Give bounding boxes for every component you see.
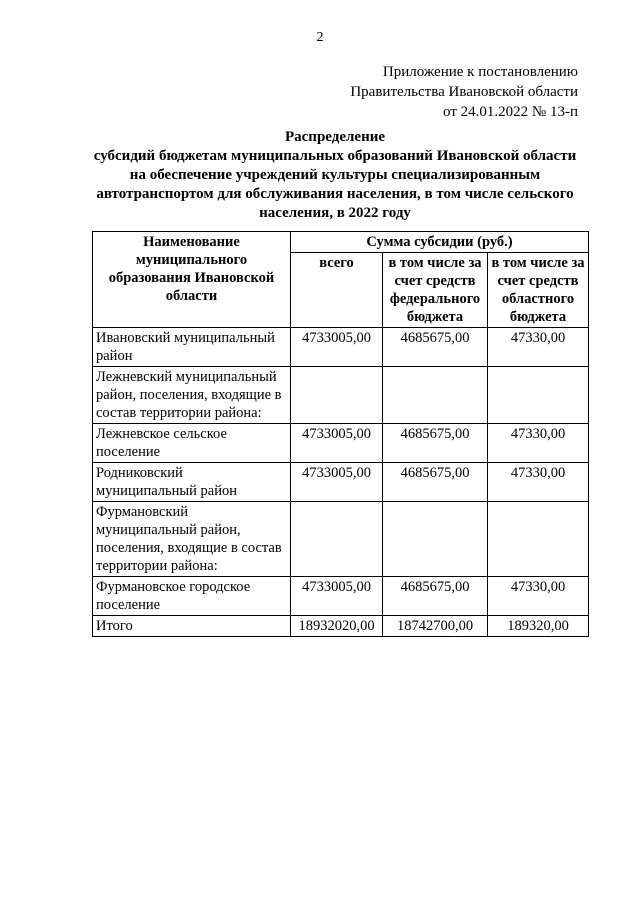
cell-federal: 4685675,00 [383, 424, 488, 463]
cell-total: 4733005,00 [291, 328, 383, 367]
title-line-3: на обеспечение учреждений культуры специализированным [129, 167, 541, 183]
cell-federal: 4685675,00 [383, 577, 488, 616]
header-municipality: Наименование муниципального образования Ивановской области [93, 232, 291, 328]
cell-federal [383, 502, 488, 577]
table-row [93, 424, 589, 463]
table-row-total [93, 616, 589, 637]
appendix-line-1: Приложение к постановлению [382, 64, 578, 80]
cell-total: 4733005,00 [291, 463, 383, 502]
cell-name: Лежневское сельское поселение [93, 424, 291, 463]
cell-total [291, 502, 383, 577]
header-subsidy-sum: Сумма субсидии (руб.) [291, 232, 589, 253]
cell-name: Фурмановский муниципальный район, поселения, входящие в состав территории района: [93, 502, 291, 577]
table-row [93, 463, 589, 502]
title-line-1: Распределение [284, 129, 386, 145]
cell-regional: 189320,00 [488, 616, 589, 637]
header-total: всего [291, 253, 383, 328]
table-header-row [93, 232, 589, 253]
cell-regional: 47330,00 [488, 577, 589, 616]
title-line-5: населения, в 2022 году [259, 205, 411, 221]
cell-regional: 47330,00 [488, 424, 589, 463]
cell-name: Ивановский муниципальный район [93, 328, 291, 367]
table-row [93, 502, 589, 577]
cell-name: Родниковский муниципальный район [93, 463, 291, 502]
table-row [93, 328, 589, 367]
cell-total: 4733005,00 [291, 424, 383, 463]
cell-name: Фурмановское городское поселение [93, 577, 291, 616]
appendix-line-2: Правительства Ивановской области [350, 84, 578, 100]
cell-total: 18932020,00 [291, 616, 383, 637]
cell-total: 4733005,00 [291, 577, 383, 616]
cell-regional [488, 367, 589, 424]
title-line-4: автотранспортом для обслуживания населения, в том числе сельского [96, 186, 574, 202]
cell-name: Лежневский муниципальный район, поселения, входящие в состав территории района: [93, 367, 291, 424]
cell-regional: 47330,00 [488, 463, 589, 502]
cell-federal [383, 367, 488, 424]
table-row [93, 367, 589, 424]
table-row [93, 577, 589, 616]
cell-regional [488, 502, 589, 577]
subsidy-table [92, 231, 589, 637]
header-federal: в том числе за счет средств федерального бюджета [383, 253, 488, 328]
cell-regional: 47330,00 [488, 328, 589, 367]
appendix-note [350, 62, 578, 122]
page-number: 2 [316, 30, 324, 45]
cell-federal: 4685675,00 [383, 328, 488, 367]
cell-federal: 18742700,00 [383, 616, 488, 637]
appendix-line-3: от 24.01.2022 № 13-п [443, 104, 578, 120]
document-title [80, 128, 590, 223]
title-line-2: субсидий бюджетам муниципальных образований Ивановской области [93, 148, 577, 164]
cell-federal: 4685675,00 [383, 463, 488, 502]
cell-name: Итого [93, 616, 291, 637]
header-regional: в том числе за счет средств областного бюджета [488, 253, 589, 328]
cell-total [291, 367, 383, 424]
